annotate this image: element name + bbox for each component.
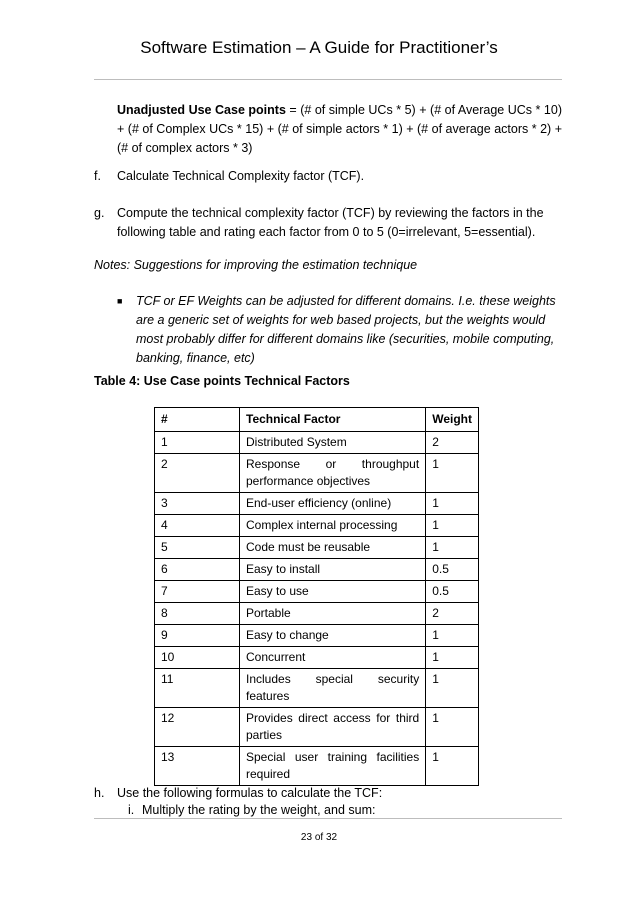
ucp-label: Unadjusted Use Case points [117,103,286,117]
table-header-row [155,408,479,432]
row-weight: 1 [426,625,479,647]
row-weight: 2 [426,432,479,454]
row-weight: 1 [426,515,479,537]
row-weight: 0.5 [426,581,479,603]
ucp-formula: = (# of simple UCs * 5) + (# of Average UCs * 10) + (# of Complex UCs * 15) + (# of simple actors * 1) + (# of average actors * 2) + (# of complex actors * 3) [117,103,562,155]
step-f-text: Calculate Technical Complexity factor (TCF). [117,169,365,183]
column-header-technical-factor: Technical Factor [240,408,426,432]
step-i-text: Multiply the rating by the weight, and sum: [142,803,376,817]
row-factor: Special user training facilities required [240,747,426,786]
row-number: 1 [155,432,240,454]
row-factor: Easy to use [240,581,426,603]
row-number: 11 [155,669,240,708]
row-weight: 1 [426,454,479,493]
row-factor: Response or throughput performance objectives [240,454,426,493]
row-factor: Distributed System [240,432,426,454]
page-number: 23 of 32 [300,832,338,843]
step-g-marker: g. [94,206,105,220]
notes-heading: Notes: Suggestions for improving the estimation technique [94,258,418,272]
row-number: 9 [155,625,240,647]
row-weight: 1 [426,537,479,559]
header-divider [94,79,562,80]
step-i-marker: i. [128,803,135,817]
row-factor: Easy to install [240,559,426,581]
table-row [155,625,479,647]
technical-factors-table [154,407,479,786]
row-weight: 0.5 [426,559,479,581]
row-weight: 1 [426,647,479,669]
table-row [155,515,479,537]
step-g-text: Compute the technical complexity factor (TCF) by reviewing the factors in the following table and rating each factor from 0 to 5 (0=irrelevant, 5=essential). [117,206,544,239]
column-header-number: # [155,408,240,432]
table-row [155,537,479,559]
row-number: 7 [155,581,240,603]
row-number: 4 [155,515,240,537]
page-header-title: Software Estimation – A Guide for Practitioner’s [140,38,498,57]
row-number: 8 [155,603,240,625]
footer-divider [94,818,562,819]
row-number: 2 [155,454,240,493]
row-number: 5 [155,537,240,559]
table-row [155,432,479,454]
table-row [155,747,479,786]
ucp-formula-paragraph [117,101,562,158]
table-row [155,603,479,625]
row-factor: Code must be reusable [240,537,426,559]
column-header-weight: Weight [426,408,479,432]
table-row [155,708,479,747]
row-number: 10 [155,647,240,669]
table-row [155,581,479,603]
notes-bullet-text: TCF or EF Weights can be adjusted for different domains. I.e. these weights are a generic set of weights for web based projects, but the weights would most probably differ for different domains like (securities, mobile computing, banking, finance, etc) [136,294,556,365]
table-row [155,454,479,493]
row-weight: 1 [426,493,479,515]
table-row [155,647,479,669]
row-factor: Easy to change [240,625,426,647]
row-number: 6 [155,559,240,581]
row-factor: Concurrent [240,647,426,669]
row-weight: 1 [426,669,479,708]
row-weight: 2 [426,603,479,625]
row-factor: Includes special security features [240,669,426,708]
row-factor: Complex internal processing [240,515,426,537]
row-weight: 1 [426,708,479,747]
row-number: 3 [155,493,240,515]
row-factor: Portable [240,603,426,625]
row-number: 13 [155,747,240,786]
step-f-marker: f. [94,169,101,183]
square-bullet-icon: ■ [117,296,123,306]
row-weight: 1 [426,747,479,786]
row-number: 12 [155,708,240,747]
row-factor: Provides direct access for third parties [240,708,426,747]
table-row [155,669,479,708]
step-h-marker: h. [94,786,105,800]
row-factor: End-user efficiency (online) [240,493,426,515]
table-row [155,559,479,581]
table-caption: Table 4: Use Case points Technical Factors [94,374,350,388]
table-row [155,493,479,515]
step-h-text: Use the following formulas to calculate the TCF: [117,786,383,800]
